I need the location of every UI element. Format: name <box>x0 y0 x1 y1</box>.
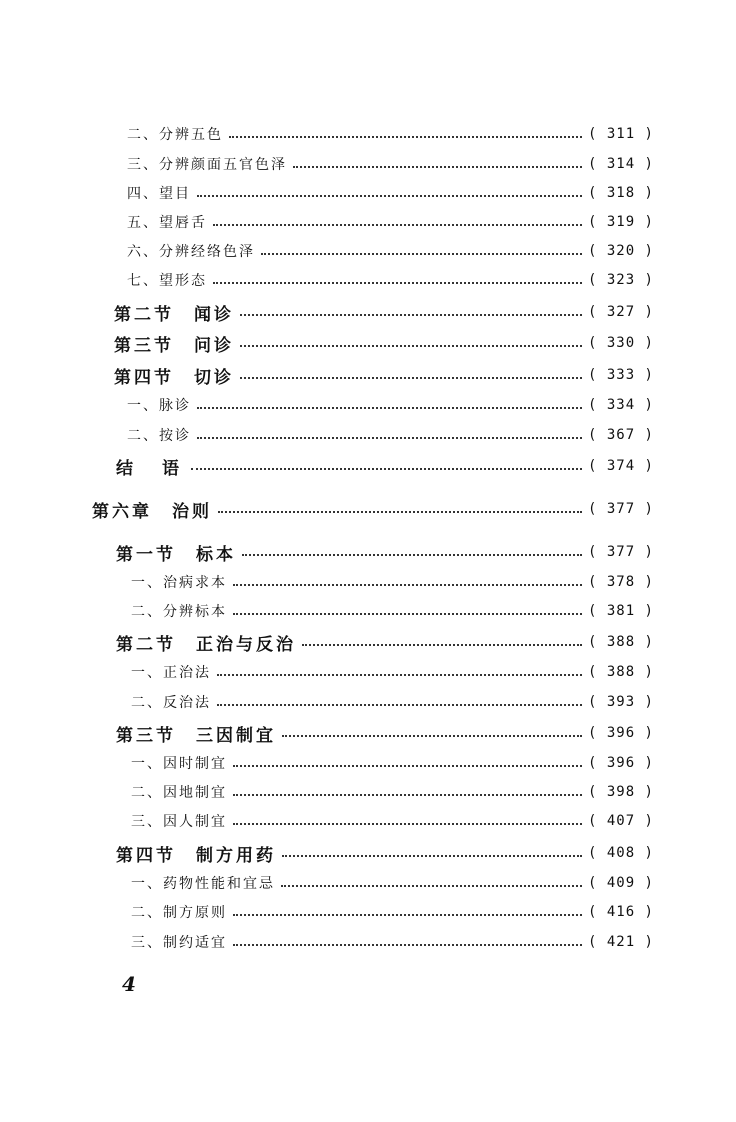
dot-leader <box>233 584 582 586</box>
toc-entry <box>114 300 654 324</box>
toc-entry <box>131 780 654 804</box>
toc-entry <box>116 454 654 478</box>
toc-entry-label: 一、脉诊 <box>127 398 191 414</box>
dot-leader <box>240 345 582 347</box>
toc-entry <box>131 751 654 775</box>
dot-leader <box>242 554 582 556</box>
dot-leader <box>213 224 582 226</box>
dot-leader <box>218 511 582 513</box>
dot-leader <box>293 166 582 168</box>
toc-entry <box>131 930 654 954</box>
toc-entry <box>131 690 654 714</box>
toc-entry-page: ( 318 ) <box>587 185 654 201</box>
toc-entry-label: 第四节 制方用药 <box>116 845 276 866</box>
toc-entry-label: 第一节 标本 <box>116 544 236 565</box>
toc-entry-page: ( 327 ) <box>587 304 654 320</box>
toc-entry-label: 第四节 切诊 <box>114 367 234 388</box>
toc-entry <box>116 721 654 745</box>
page-number: 4 <box>122 972 136 996</box>
dot-leader <box>217 674 582 676</box>
dot-leader <box>229 136 582 138</box>
toc-entry <box>131 871 654 895</box>
toc-entry-page: ( 408 ) <box>587 845 654 861</box>
toc-entry-label: 三、分辨颜面五官色泽 <box>127 157 287 173</box>
toc-entry <box>131 900 654 924</box>
toc-entry <box>116 630 654 654</box>
toc-entry-label: 第六章 治则 <box>92 501 212 522</box>
toc-entry-label: 二、按诊 <box>127 428 191 444</box>
toc-entry-label: 二、分辨标本 <box>131 604 227 620</box>
toc-entry-page: ( 396 ) <box>587 755 654 771</box>
toc-entry-page: ( 396 ) <box>587 725 654 741</box>
dot-leader <box>233 765 582 767</box>
toc-entry-page: ( 378 ) <box>587 574 654 590</box>
toc-entry-label: 一、药物性能和宜忌 <box>131 876 275 892</box>
toc-entry-label: 二、制方原则 <box>131 905 227 921</box>
toc-entry-page: ( 407 ) <box>587 813 654 829</box>
toc-entry-page: ( 314 ) <box>587 156 654 172</box>
toc-entry <box>114 331 654 355</box>
toc-entry <box>116 841 654 865</box>
toc-entry-label: 第二节 闻诊 <box>114 304 234 325</box>
toc-entry-page: ( 388 ) <box>587 634 654 650</box>
toc-entry <box>131 599 654 623</box>
toc-entry-label: 一、正治法 <box>131 665 211 681</box>
toc-entry-page: ( 374 ) <box>587 458 654 474</box>
dot-leader <box>302 644 582 646</box>
toc-entry-page: ( 311 ) <box>587 126 654 142</box>
dot-leader <box>233 823 582 825</box>
dot-leader <box>233 944 582 946</box>
toc-entry <box>127 268 654 292</box>
dot-leader <box>240 377 582 379</box>
toc-entry <box>114 363 654 387</box>
toc-entry <box>127 423 654 447</box>
toc-entry-label: 四、望目 <box>127 186 191 202</box>
toc-entry-label: 第二节 正治与反治 <box>116 634 296 655</box>
toc-entry <box>92 497 654 521</box>
toc-entry <box>127 181 654 205</box>
dot-leader <box>281 885 582 887</box>
toc-entry-page: ( 393 ) <box>587 694 654 710</box>
toc-entry-label: 一、治病求本 <box>131 575 227 591</box>
dot-leader <box>191 468 582 470</box>
dot-leader <box>213 282 582 284</box>
dot-leader <box>282 735 582 737</box>
toc-entry-page: ( 409 ) <box>587 875 654 891</box>
dot-leader <box>233 914 582 916</box>
toc-entry <box>127 393 654 417</box>
toc-entry-page: ( 367 ) <box>587 427 654 443</box>
toc-entry-page: ( 320 ) <box>587 243 654 259</box>
toc-entry <box>127 210 654 234</box>
toc-entry-label: 三、因人制宜 <box>131 814 227 830</box>
toc-entry-page: ( 319 ) <box>587 214 654 230</box>
toc-entry-page: ( 377 ) <box>587 544 654 560</box>
dot-leader <box>240 314 582 316</box>
dot-leader <box>233 613 582 615</box>
toc-entry <box>131 809 654 833</box>
dot-leader <box>197 195 582 197</box>
toc-entry-page: ( 388 ) <box>587 664 654 680</box>
dot-leader <box>217 704 582 706</box>
dot-leader <box>233 794 582 796</box>
toc-entry-page: ( 381 ) <box>587 603 654 619</box>
dot-leader <box>197 437 582 439</box>
toc-entry <box>127 239 654 263</box>
toc-entry-page: ( 377 ) <box>587 501 654 517</box>
toc-entry-page: ( 330 ) <box>587 335 654 351</box>
toc-entry-label: 二、因地制宜 <box>131 785 227 801</box>
toc-entry-page: ( 416 ) <box>587 904 654 920</box>
toc-entry-label: 五、望唇舌 <box>127 215 207 231</box>
toc-entry-label: 第三节 三因制宜 <box>116 725 276 746</box>
dot-leader <box>261 253 582 255</box>
toc-entry <box>127 122 654 146</box>
toc-entry <box>131 660 654 684</box>
toc-entry <box>116 540 654 564</box>
toc-entry <box>131 570 654 594</box>
toc-entry-page: ( 323 ) <box>587 272 654 288</box>
toc-entry-page: ( 333 ) <box>587 367 654 383</box>
toc-entry-label: 第三节 问诊 <box>114 335 234 356</box>
toc-entry-label: 二、分辨五色 <box>127 127 223 143</box>
toc-entry-page: ( 334 ) <box>587 397 654 413</box>
dot-leader <box>282 855 582 857</box>
toc-entry-page: ( 398 ) <box>587 784 654 800</box>
dot-leader <box>197 407 582 409</box>
toc-entry-label: 三、制约适宜 <box>131 935 227 951</box>
toc-entry-label: 六、分辨经络色泽 <box>127 244 255 260</box>
toc-entry-label: 结 语 <box>116 458 185 479</box>
toc-entry-label: 二、反治法 <box>131 695 211 711</box>
toc-entry-label: 一、因时制宜 <box>131 756 227 772</box>
toc-entry-page: ( 421 ) <box>587 934 654 950</box>
toc-entry-label: 七、望形态 <box>127 273 207 289</box>
toc-entry <box>127 152 654 176</box>
